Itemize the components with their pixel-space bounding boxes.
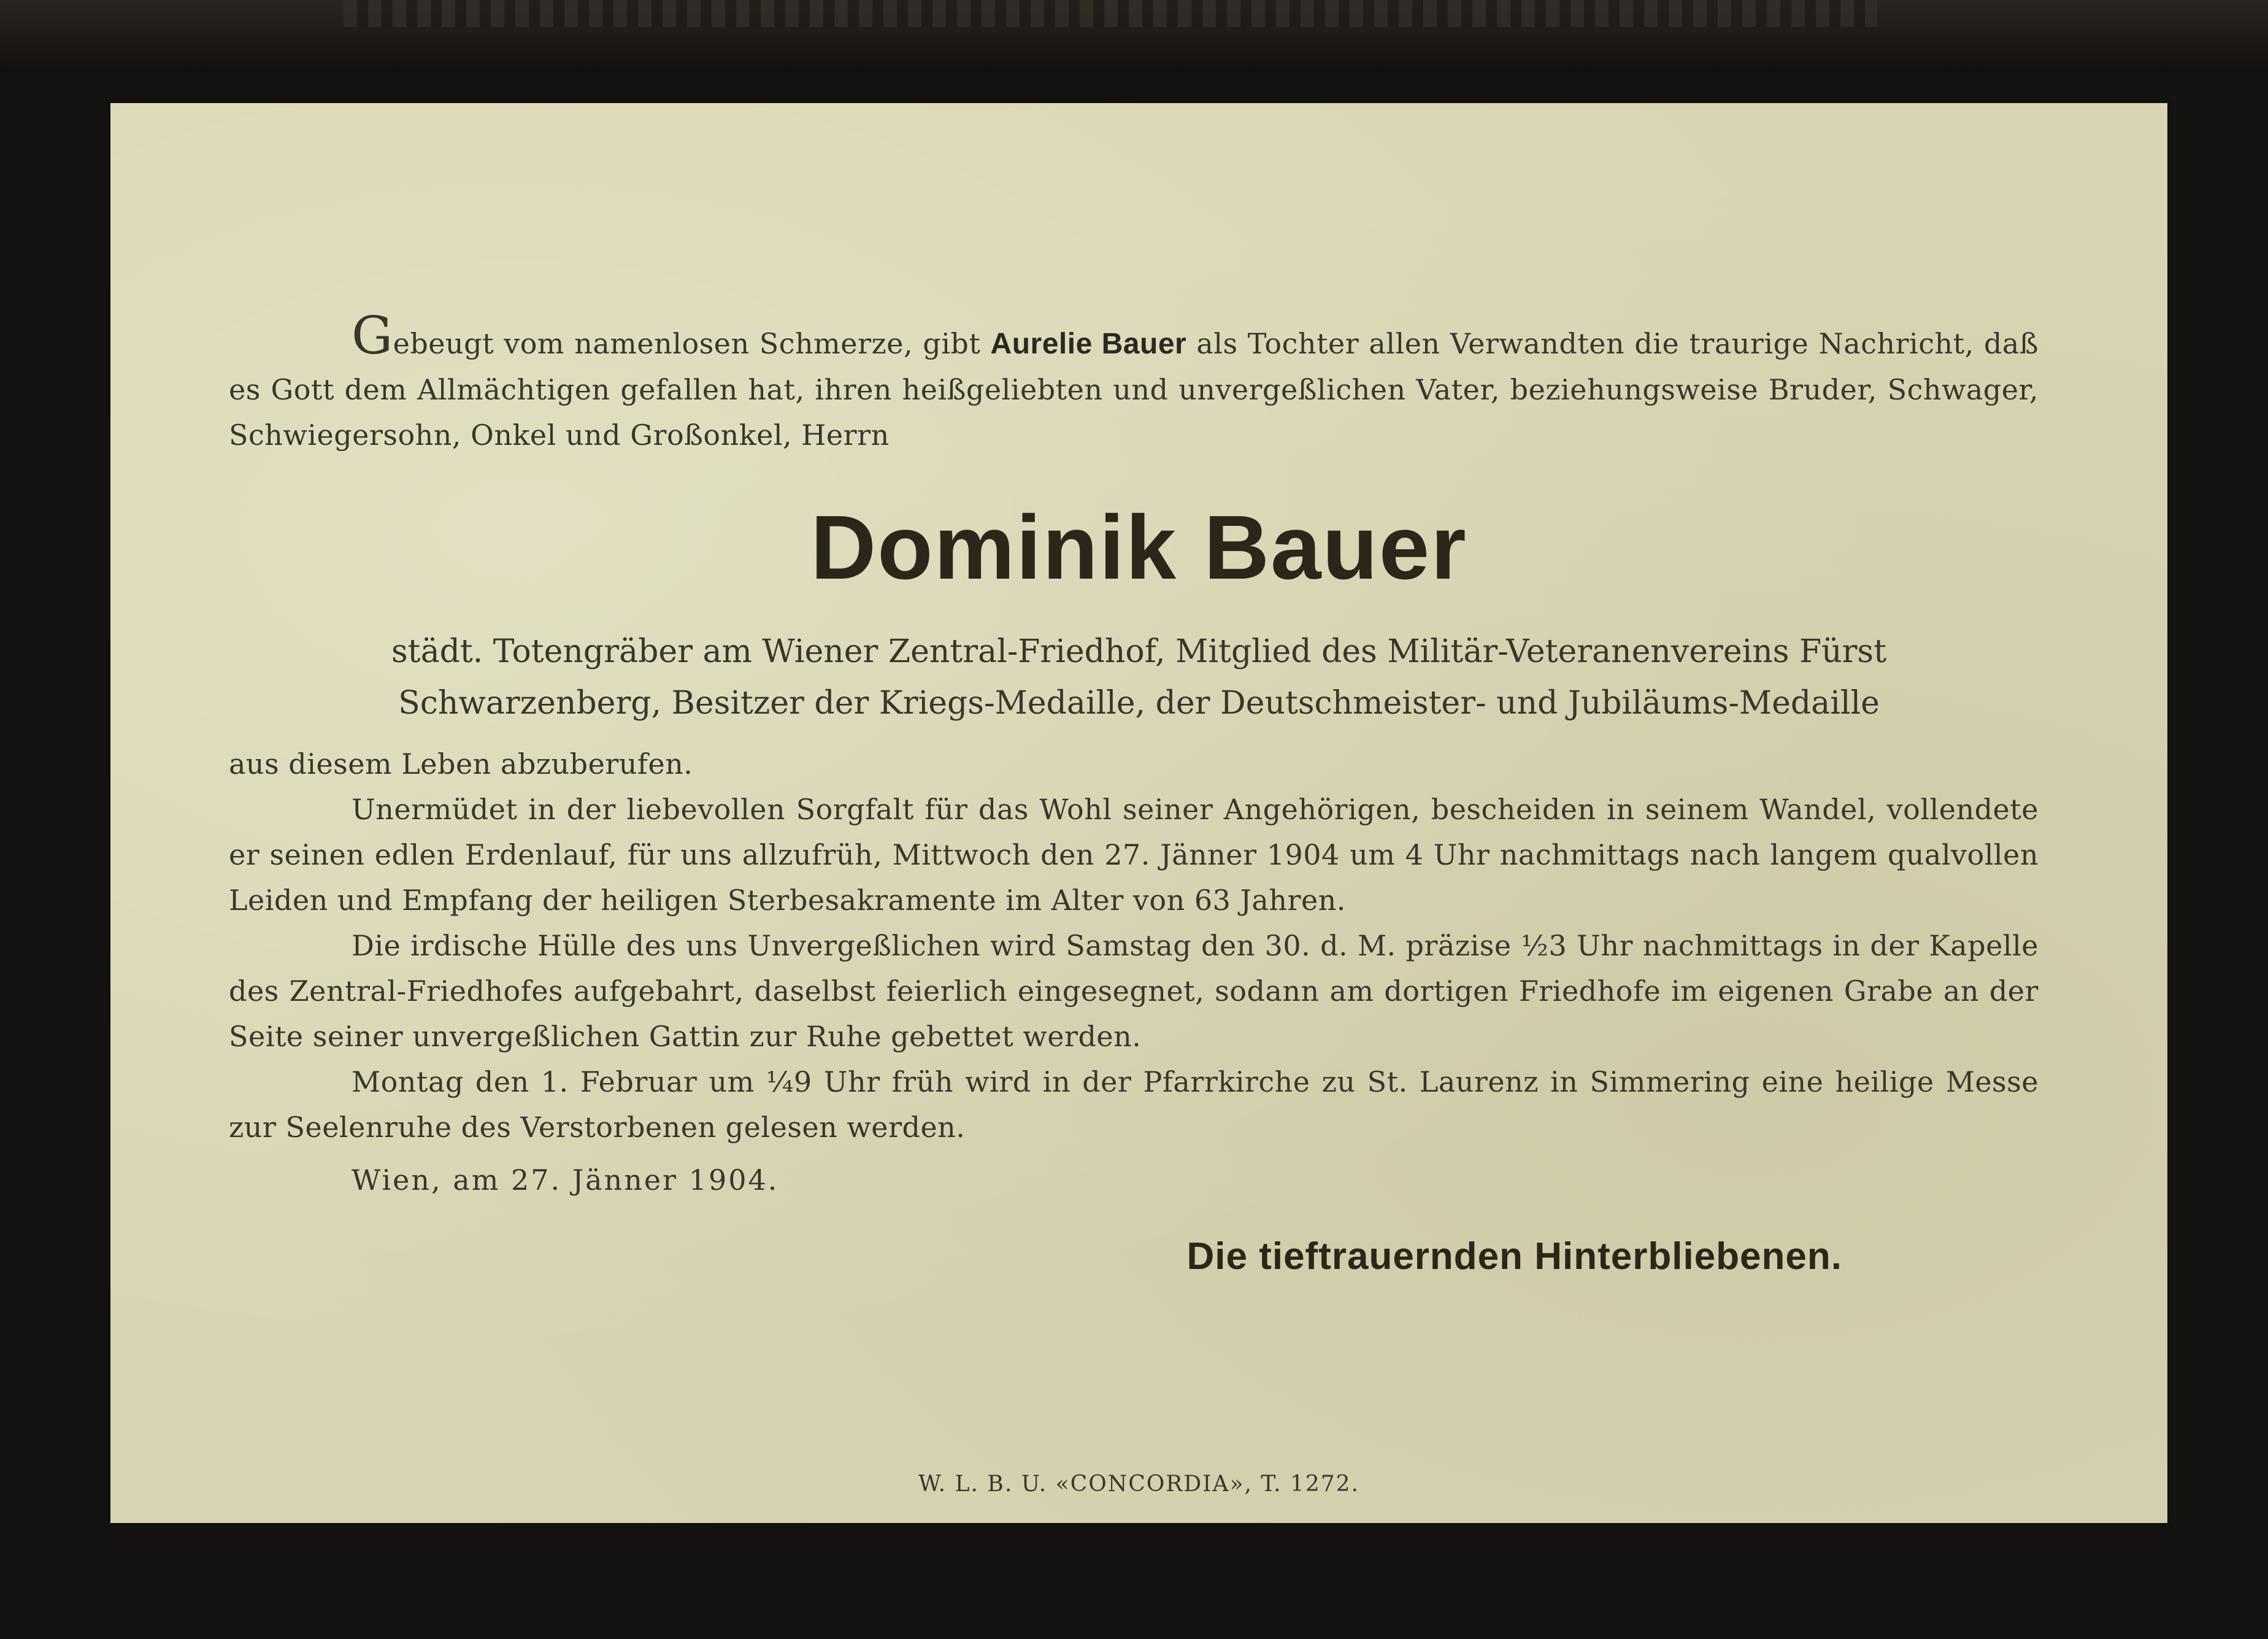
mass-paragraph: Montag den 1. Februar um ¼9 Uhr früh wird in der Pfarrkirche zu St. Laurenz in Simmering eine heilige Messe zur Seelenruhe des Verstorbenen gelesen werden.	[229, 1065, 2039, 1144]
drop-cap: G	[352, 306, 393, 366]
intro-text-start: ebeugt vom namenlosen Schmerze, gibt	[393, 327, 991, 360]
printer-imprint: W. L. B. U. «CONCORDIA», T. 1272.	[918, 1471, 1360, 1497]
obituary-notice	[110, 103, 2167, 1523]
place-date: Wien, am 27. Jänner 1904.	[352, 1163, 779, 1197]
occupation-line-1: städt. Totengräber am Wiener Zentral-Friedhof, Mitglied des Militär-Veteranenvereins Fürst	[391, 633, 1887, 670]
life-paragraph: Unermüdet in der liebevollen Sorgfalt für das Wohl seiner Angehörigen, bescheiden in seinem Wandel, vollendete er seinen edlen Erdenlauf, für uns allzufrüh, Mittwoch den 27. Jänner 1904 um 4 Uhr nachmittags nach langem qualvollen Leiden und Empfang der heiligen Sterbesakramente im Alter von 63 Jahren.	[229, 793, 2039, 917]
called-away-line: aus diesem Leben abzuberufen.	[229, 747, 693, 781]
deceased-name: Dominik Bauer	[810, 497, 1467, 598]
daughter-name: Aurelie Bauer	[990, 328, 1187, 360]
intro-text-rest: als Tochter allen Verwandten die traurige Nachricht, daß es Gott dem Allmächtigen gefallen hat, ihren heißgeliebten und unvergeßlichen Vater, beziehungsweise Bruder, Schwager, Schwiegersohn, Onkel und Großonkel, Herrn	[229, 327, 2039, 452]
intro-paragraph	[229, 306, 2039, 458]
scan-edge-strip	[344, 0, 1877, 27]
occupation-line-2: Schwarzenberg, Besitzer der Kriegs-Medaille, der Deutschmeister- und Jubiläums-Medaille	[398, 685, 1880, 722]
burial-paragraph: Die irdische Hülle des uns Unvergeßlichen wird Samstag den 30. d. M. präzise ½3 Uhr nachmittags in der Kapelle des Zentral-Friedhofes aufgebahrt, daselbst feierlich eingesegnet, sodann am dortigen Friedhofe im eigenen Grabe an der Seite seiner unvergeßlichen Gattin zur Ruhe gebettet werden.	[229, 929, 2039, 1053]
signature: Die tieftrauernden Hinterbliebenen.	[1186, 1235, 1842, 1278]
